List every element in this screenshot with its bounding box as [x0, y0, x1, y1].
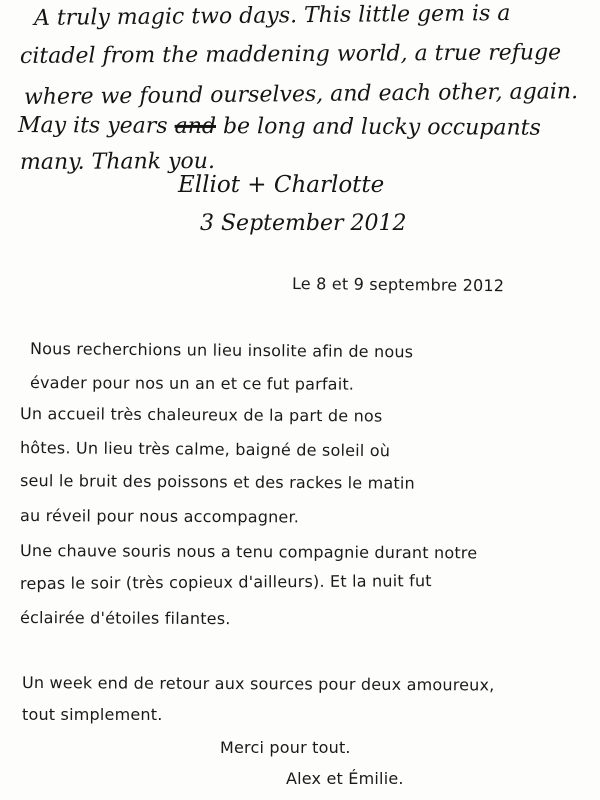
struck-word: and [174, 113, 217, 140]
french-paragraph-1-line-5: seul le bruit des poissons et des rackes le matin [19, 471, 415, 493]
french-paragraph-1-line-8: repas le soir (très copieux d'ailleurs). Et la nuit fut [19, 571, 432, 593]
french-paragraph-2-line-1: Un week end de retour aux sources pour deux amoureux, [21, 673, 495, 695]
french-paragraph-1-line-1: Nous recherchions un lieu insolite afin de nous [29, 339, 414, 362]
french-paragraph-1-line-7: Une chauve souris nous a tenu compagnie durant notre [19, 541, 478, 563]
french-paragraph-1-line-4: hôtes. Un lieu très calme, baigné de soleil où [19, 438, 391, 461]
french-paragraph-1-line-6: au réveil pour nous accompagner. [19, 506, 300, 527]
english-line-4-end: be long and lucky occupants [222, 114, 541, 141]
english-line-4-start: May its years [17, 113, 168, 139]
english-signature: Elliot + Charlotte [178, 172, 385, 198]
english-line-3: where we found ourselves, and each other, again. [23, 79, 579, 110]
french-paragraph-1-line-3: Un accueil très chaleureux de la part de nos [19, 404, 383, 426]
english-date: 3 September 2012 [200, 211, 407, 236]
french-closing: Merci pour tout. [220, 738, 351, 757]
french-paragraph-1-line-2: évader pour nos un an et ce fut parfait. [29, 373, 355, 394]
french-signature: Alex et Émilie. [286, 769, 404, 788]
french-date: Le 8 et 9 septembre 2012 [291, 274, 505, 296]
english-line-5: many. Thank you. [19, 148, 215, 175]
english-line-1: A truly magic two days. This little gem is a [33, 1, 511, 31]
english-line-2: citadel from the maddening world, a true refuge [19, 40, 562, 69]
french-paragraph-1-line-9: éclairée d'étoiles filantes. [19, 608, 231, 629]
french-paragraph-2-line-2: tout simplement. [22, 705, 163, 724]
english-line-4 [18, 113, 541, 142]
